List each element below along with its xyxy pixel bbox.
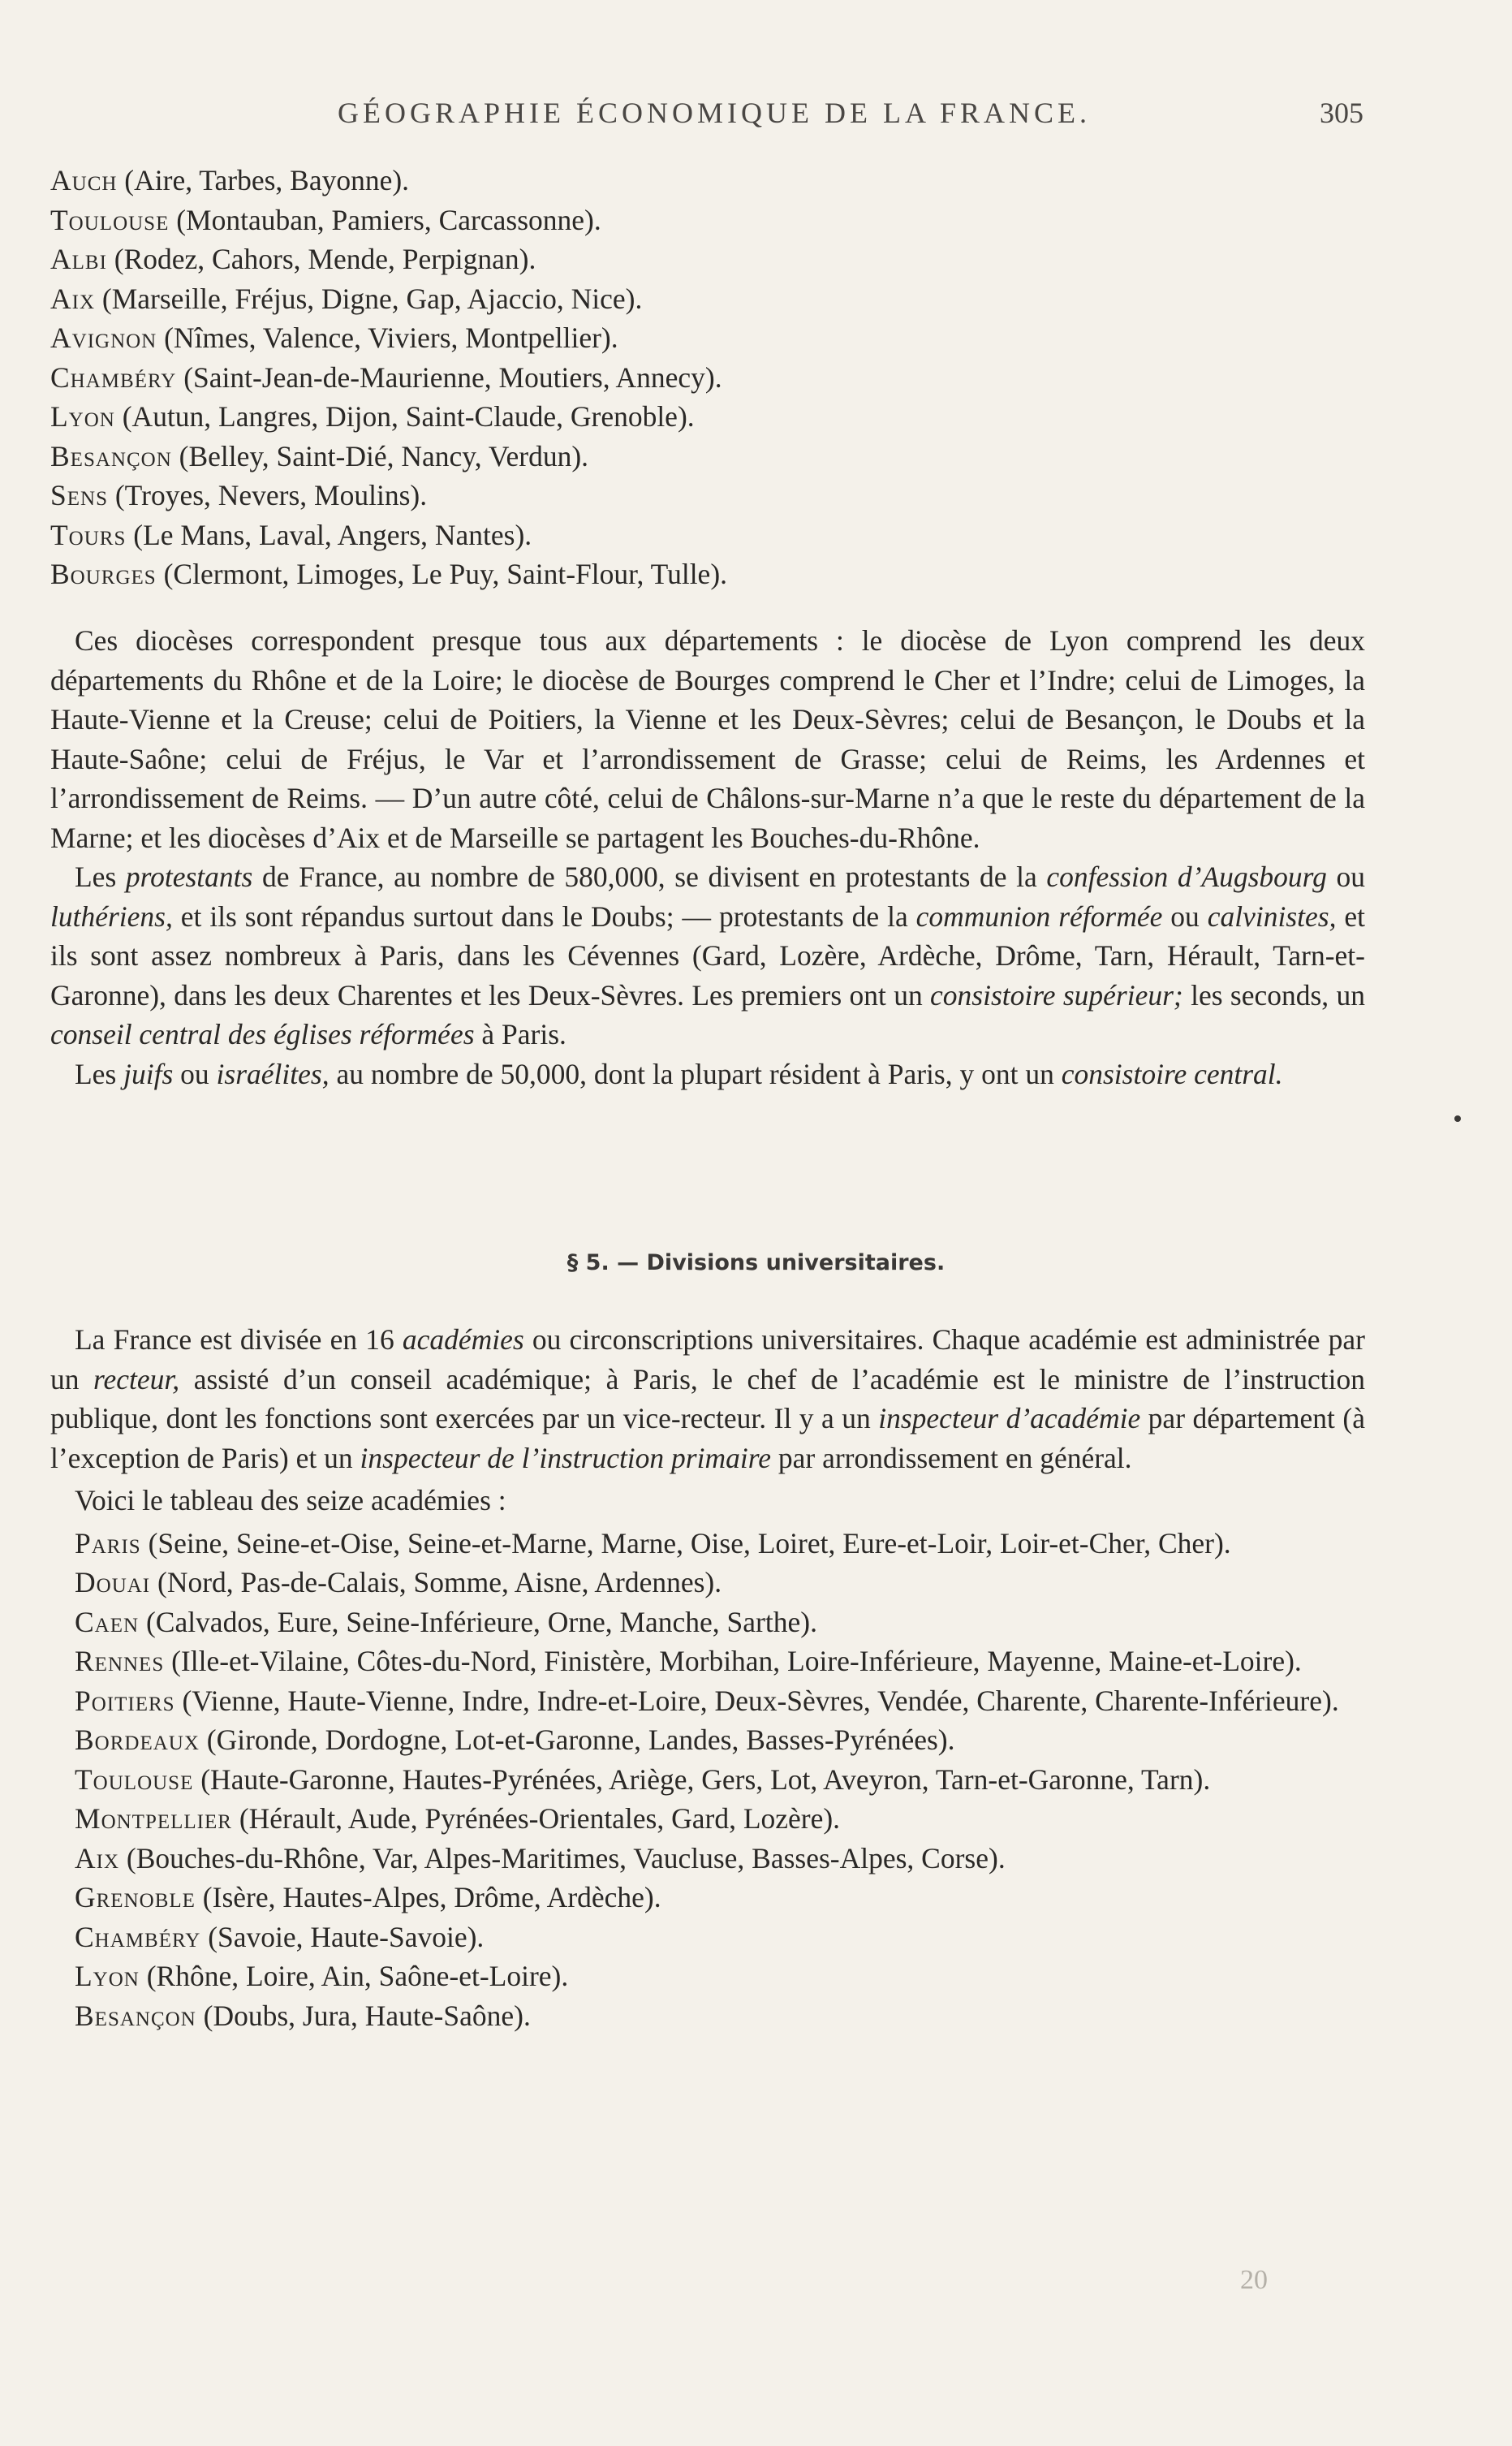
academy-name: Bordeaux: [75, 1723, 200, 1756]
diocese-sees: (Autun, Langres, Dijon, Saint-Claude, Grenoble).: [122, 400, 695, 433]
diocese-sees: (Belley, Saint-Dié, Nancy, Verdun).: [179, 439, 589, 472]
academy-departments: (Isère, Hautes-Alpes, Drôme, Ardèche).: [202, 1881, 661, 1913]
academy-name: Poitiers: [75, 1684, 175, 1717]
paragraph-protestants: [50, 857, 1365, 1055]
academy-departments: (Savoie, Haute-Savoie).: [208, 1920, 485, 1953]
text-run: par arrondissement en général.: [770, 1441, 1132, 1474]
academy-entry: [50, 1603, 1365, 1642]
diocese-name: Avignon: [50, 321, 157, 354]
academy-departments: (Gironde, Dordogne, Lot-et-Garonne, Landes, Basses-Pyrénées).: [206, 1723, 955, 1756]
academy-departments: (Bouches-du-Rhône, Var, Alpes-Maritimes, Vaucluse, Basses-Alpes, Corse).: [126, 1841, 1006, 1874]
text-run: et ils sont répandus surtout dans le Doubs; — protestants de la: [172, 899, 916, 933]
printed-dot: [1454, 1115, 1461, 1122]
academy-entry: [50, 1641, 1365, 1681]
italic-term: luthériens,: [50, 899, 173, 933]
academy-entry: [50, 1524, 1365, 1564]
diocese-name: Lyon: [50, 400, 115, 433]
italic-term: confession d’Augsbourg: [1046, 861, 1327, 893]
academy-name: Montpellier: [75, 1802, 232, 1835]
diocese-sees: (Saint-Jean-de-Maurienne, Moutiers, Annecy).: [183, 360, 722, 394]
diocese-list: [50, 161, 1365, 594]
section-heading: § 5. — Divisions universitaires.: [566, 1250, 946, 1275]
diocese-entry: [50, 318, 1365, 358]
diocese-entry: [50, 239, 1365, 279]
academy-entry: [50, 1563, 1365, 1603]
academy-departments: (Rhône, Loire, Ain, Saône-et-Loire).: [146, 1960, 569, 1992]
diocese-sees: (Aire, Tarbes, Bayonne).: [124, 164, 410, 196]
text-run: ou: [1162, 899, 1208, 933]
diocese-entry: [50, 358, 1365, 398]
diocese-entry: [50, 554, 1365, 594]
italic-term: consistoire central.: [1061, 1057, 1283, 1090]
italic-term: académies: [402, 1323, 524, 1356]
text-run: ou: [1326, 861, 1365, 893]
diocese-entry: [50, 476, 1365, 516]
academy-entry: [50, 1918, 1365, 1957]
diocese-sees: (Nîmes, Valence, Viviers, Montpellier).: [164, 321, 618, 354]
academy-departments: (Haute-Garonne, Hautes-Pyrénées, Ariège, Gers, Lot, Aveyron, Tarn-et-Garonne, Tarn).: [200, 1762, 1211, 1796]
page-number: 305: [1320, 97, 1363, 129]
diocese-name: Chambéry: [50, 360, 177, 394]
diocese-sees: (Marseille, Fréjus, Digne, Gap, Ajaccio, Nice).: [101, 282, 643, 315]
academy-name: Douai: [75, 1566, 151, 1598]
academy-departments: (Hérault, Aude, Pyrénées-Orientales, Gard, Lozère).: [239, 1802, 841, 1835]
italic-term: inspecteur d’académie: [878, 1402, 1141, 1434]
academy-name: Paris: [75, 1526, 141, 1559]
italic-term: calvinistes,: [1207, 899, 1337, 933]
paragraph-juifs: [50, 1055, 1365, 1094]
diocese-sees: (Troyes, Nevers, Moulins).: [114, 479, 428, 511]
diocese-name: Tours: [50, 518, 127, 551]
text-run: et ils sont assez nombreux à Paris, dans les Cévennes (Gard, Lozère, Ardèche, Drôme, Tarn, Hérault, Tarn-et-Garonne), dans les deux Charentes et les Deux-Sèvres. Les premiers ont un: [50, 899, 1366, 1012]
diocese-sees: (Montauban, Pamiers, Carcassonne).: [176, 203, 601, 236]
diocese-name: Toulouse: [50, 203, 170, 236]
academy-list: [50, 1524, 1365, 2036]
diocese-entry: [50, 437, 1365, 477]
diocese-entry: [50, 279, 1365, 319]
academy-entry: [50, 1799, 1365, 1839]
diocese-name: Bourges: [50, 558, 157, 590]
academy-name: Toulouse: [75, 1762, 194, 1796]
text-run: par département (à l’exception de Paris) et un: [50, 1402, 1365, 1474]
academy-name: Lyon: [75, 1960, 140, 1992]
text-run: Les: [75, 1057, 124, 1090]
diocese-name: Auch: [50, 164, 118, 196]
paragraph-dioceses: Ces diocèses correspondent presque tous aux départements : le diocèse de Lyon comprend les deux départements du Rhône et de la Loire; le diocèse de Bourges comprend le Cher et l’Indre; celui de Limoges, la Haute-Vienne et la Creuse; celui de Poitiers, la Vienne et les Deux-Sèvres; celui de Besançon, le Doubs et la Haute-Saône; celui de Fréjus, le Var et l’arrondissement de Grasse; celui de Reims, les Ardennes et l’arrondissement de Reims. — D’un autre côté, celui de Châlons-sur-Marne n’a que le reste du département de la Marne; et les diocèses d’Aix et de Marseille se partagent les Bouches-du-Rhône.: [50, 624, 1365, 854]
paragraph-academies: [50, 1320, 1365, 1478]
signature-mark: 20: [1240, 2265, 1268, 2295]
academy-entry: [50, 1760, 1365, 1800]
text-run: à Paris.: [474, 1018, 566, 1050]
diocese-sees: (Rodez, Cahors, Mende, Perpignan).: [114, 243, 536, 275]
running-head: GÉOGRAPHIE ÉCONOMIQUE DE LA FRANCE.: [338, 97, 1091, 129]
italic-term: conseil central des églises réformées: [50, 1018, 475, 1050]
academy-departments: (Ille-et-Vilaine, Côtes-du-Nord, Finistère, Morbihan, Loire-Inférieure, Mayenne, Maine-et-Loire).: [171, 1645, 1302, 1677]
text-run: ou circonscriptions universitaires. Chaque académie est administrée par un: [50, 1323, 1365, 1396]
body-paragraphs: [50, 621, 1365, 1094]
academy-entry: [50, 1956, 1365, 1996]
academies-section: [50, 1320, 1365, 2035]
diocese-name: Besançon: [50, 439, 172, 472]
academy-name: Grenoble: [75, 1881, 196, 1913]
text-run: au nombre de 50,000, dont la plupart résident à Paris, y ont un: [329, 1057, 1062, 1090]
academy-entry: [50, 1720, 1365, 1760]
academy-name: Rennes: [75, 1645, 165, 1677]
academy-departments: (Nord, Pas-de-Calais, Somme, Aisne, Ardennes).: [157, 1566, 722, 1598]
italic-term: israélites,: [216, 1057, 330, 1090]
italic-term: protestants: [125, 861, 253, 893]
diocese-sees: (Clermont, Limoges, Le Puy, Saint-Flour, Tulle).: [163, 558, 728, 590]
diocese-sees: (Le Mans, Laval, Angers, Nantes).: [133, 518, 532, 551]
academy-name: Caen: [75, 1605, 140, 1638]
diocese-name: Albi: [50, 243, 107, 275]
academy-entry: [50, 1878, 1365, 1918]
italic-term: inspecteur de l’instruction primaire: [360, 1441, 771, 1474]
academy-name: Besançon: [75, 1999, 196, 2032]
academy-name: Aix: [75, 1841, 120, 1874]
text-run: de France, au nombre de 580,000, se divisent en protestants de la: [252, 861, 1047, 893]
academy-departments: (Calvados, Eure, Seine-Inférieure, Orne, Manche, Sarthe).: [145, 1605, 817, 1638]
academy-departments: (Seine, Seine-et-Oise, Seine-et-Marne, Marne, Oise, Loiret, Eure-et-Loir, Loir-et-Cher, Cher).: [148, 1526, 1231, 1559]
italic-term: consistoire supérieur;: [930, 978, 1183, 1012]
diocese-entry: [50, 201, 1365, 240]
academy-name: Chambéry: [75, 1920, 201, 1953]
diocese-name: Aix: [50, 282, 96, 315]
academy-entry: [50, 1681, 1365, 1721]
italic-term: recteur,: [93, 1362, 180, 1396]
text-run: ou: [173, 1057, 217, 1090]
italic-term: communion réformée: [915, 899, 1163, 933]
academy-departments: (Vienne, Haute-Vienne, Indre, Indre-et-Loire, Deux-Sèvres, Vendée, Charente, Charente-Inférieure).: [182, 1684, 1339, 1717]
academy-departments: (Doubs, Jura, Haute-Saône).: [203, 1999, 531, 2032]
text-run: Les: [75, 861, 126, 893]
tableau-intro: Voici le tableau des seize académies :: [75, 1484, 506, 1516]
italic-term: juifs: [123, 1057, 174, 1090]
text-run: La France est divisée en 16: [75, 1323, 403, 1356]
academy-entry: [50, 1996, 1365, 2036]
diocese-entry: [50, 516, 1365, 555]
diocese-entry: [50, 397, 1365, 437]
academy-entry: [50, 1839, 1365, 1879]
diocese-name: Sens: [50, 479, 108, 511]
text-run: les seconds, un: [1182, 978, 1365, 1012]
text-run: assisté d’un conseil académique; à Paris, le chef de l’académie est le ministre de l’instruction publique, dont les fonctions sont exercées par un vice-recteur. Il y a un: [50, 1362, 1365, 1434]
diocese-entry: [50, 161, 1365, 201]
